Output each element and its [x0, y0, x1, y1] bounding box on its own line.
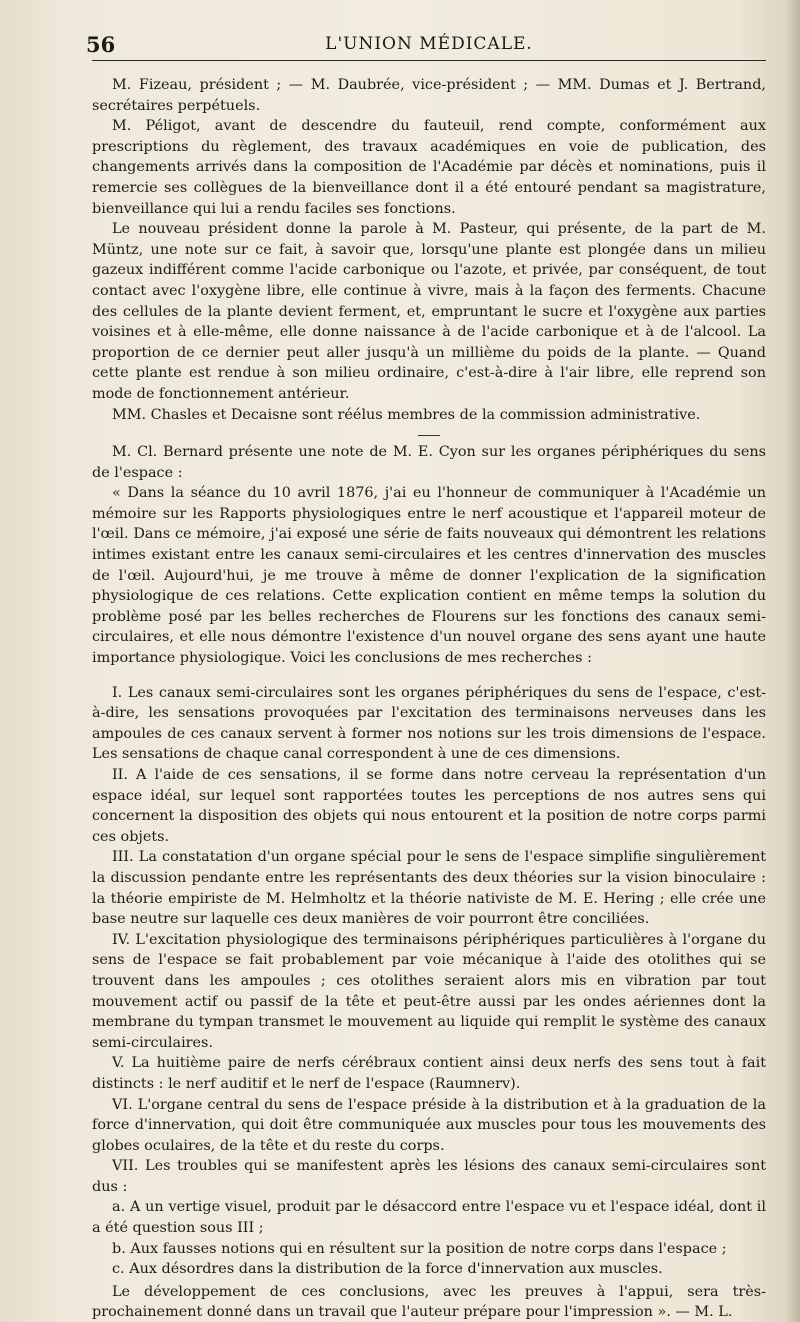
paragraph-bernard-cyon: M. Cl. Bernard présente une note de M. E. Cyon sur les organes périphériques du sens de l'espace :: [92, 444, 766, 481]
section-separator: [418, 435, 440, 436]
conclusion-6: VI. L'organe central du sens de l'espace préside à la distribution et à la graduation de la force d'innervation, qui doit être communiquée aux muscles pour tous les mouvements des globes oculaires, de la tête et du reste du corps.: [92, 1096, 766, 1154]
page-header: [86, 30, 766, 61]
paragraph-pasteur-muntz: Le nouveau président donne la parole à M. Pasteur, qui présente, de la part de M. Müntz, une note sur ce fait, à savoir que, lorsqu'une plante est plongée dans un milieu gazeux indifférent comme l'acide carbonique ou l'azote, et privée, par conséquent, de tout contact avec l'oxygène libre, elle continue à vivre, mais à la façon des ferments. Chacune des cellules de la plante devient ferment, et, empruntant le sucre et l'oxygène aux parties voisines et à elle-même, elle donne naissance à de l'acide carbonique et à de l'alcool. La proportion de ce dernier peut aller jusqu'à un millième du poids de la plante. — Quand cette plante est rendue à son milieu ordinaire, c'est-à-dire à l'air libre, elle reprend son mode de fonctionnement antérieur.: [92, 221, 766, 402]
paragraph-memoire: « Dans la séance du 10 avril 1876, j'ai eu l'honneur de communiquer à l'Académie un mémoire sur les Rapports physiologiques entre le nerf acoustique et l'appareil moteur de l'œil. Dans ce mémoire, j'ai exposé une série de faits nouveaux qui démontrent les relations intimes existant entre les canaux semi-circulaires et les centres d'innervation des muscles de l'œil. Aujourd'hui, je me trouve à même de donner l'explication de la signification physiologique de ces relations. Cette explication contient en même temps la solution du problème posé par les belles recherches de Flourens sur les fonctions des canaux semi-circulaires, et elle nous démontre l'existence d'un nouvel organe des sens ayant une haute importance physiologique. Voici les conclusions de mes recherches :: [92, 485, 766, 667]
conclusion-4: IV. L'excitation physiologique des terminaisons périphériques particulières à l'organe du sens de l'espace se fait probablement par voie mécanique à l'aide des otolithes qui se trouvent dans les ampoules ; ces otolithes seraient alors mis en vibration par tout mouvement actif ou passif de la tête et peut-être aussi par les ondes aériennes dont la membrane du tympan transmet le mouvement au liquide qui remplit le système des canaux semi-circulaires.: [92, 931, 766, 1051]
conclusion-5: V. La huitième paire de nerfs cérébraux contient ainsi deux nerfs des sens tout à fait distincts : le nerf auditif et le nerf de l'espace (Raumnerv).: [92, 1055, 766, 1092]
article-body: [92, 75, 766, 1322]
paragraph-commission: MM. Chasles et Decaisne sont réélus membres de la commission administrative.: [112, 406, 701, 423]
paragraph-peligot: M. Péligot, avant de descendre du fauteuil, rend compte, conformément aux prescriptions du règlement, des travaux académiques en voie de publication, des changements arrivés dans la composition de l'Académie par décès et nominations, puis il remercie ses collègues de la bienveillance dont il a été entouré pendant sa magistrature, bienveillance qui lui a rendu faciles ses fonctions.: [92, 118, 766, 217]
conclusion-7: VII. Les troubles qui se manifestent après les lésions des canaux semi-circulaires sont dus :: [92, 1158, 766, 1195]
closing-paragraph: Le développement de ces conclusions, avec les preuves à l'appui, sera très-prochainement donné dans un travail que l'auteur prépare pour l'impression ». — M. L.: [92, 1283, 766, 1321]
conclusion-3: III. La constatation d'un organe spécial pour le sens de l'espace simplifie singulièrement la discussion pendante entre les représentants des deux théories sur la vision binoculaire : la théorie empiriste de M. Helmholtz et la théorie nativiste de M. E. Hering ; elle crée une base neutre sur laquelle ces deux manières de voir pourront être conciliées.: [92, 849, 766, 928]
paragraph-bureau: M. Fizeau, président ; — M. Daubrée, vice-président ; — MM. Dumas et J. Bertrand, secrétaires perpétuels.: [92, 77, 766, 114]
page-number: 56: [86, 32, 116, 57]
conclusion-2: II. A l'aide de ces sensations, il se forme dans notre cerveau la représentation d'un espace idéal, sur lequel sont rapportées toutes les perceptions de nos autres sens qui concernent la disposition des objets qui nous entourent et la position de notre corps parmi ces objets.: [92, 767, 766, 845]
page-edge-shadow: [786, 0, 800, 1322]
running-title: L'UNION MÉDICALE.: [325, 34, 533, 54]
conclusion-7c: c. Aux désordres dans la distribution de la force d'innervation aux muscles.: [112, 1261, 663, 1278]
conclusion-7a: a. A un vertige visuel, produit par le désaccord entre l'espace vu et l'espace idéal, dont il a été question sous III ;: [92, 1199, 766, 1237]
conclusion-1: I. Les canaux semi-circulaires sont les organes périphériques du sens de l'espace, c'est-à-dire, les sensations provoquées par l'excitation des terminaisons nerveuses dans les ampoules de ces canaux servent à former nos notions sur les trois dimensions de l'espace. Les sensations de chaque canal correspondent à une de ces dimensions.: [92, 684, 766, 763]
conclusion-7b: b. Aux fausses notions qui en résultent sur la position de notre corps dans l'espace ;: [112, 1240, 727, 1257]
